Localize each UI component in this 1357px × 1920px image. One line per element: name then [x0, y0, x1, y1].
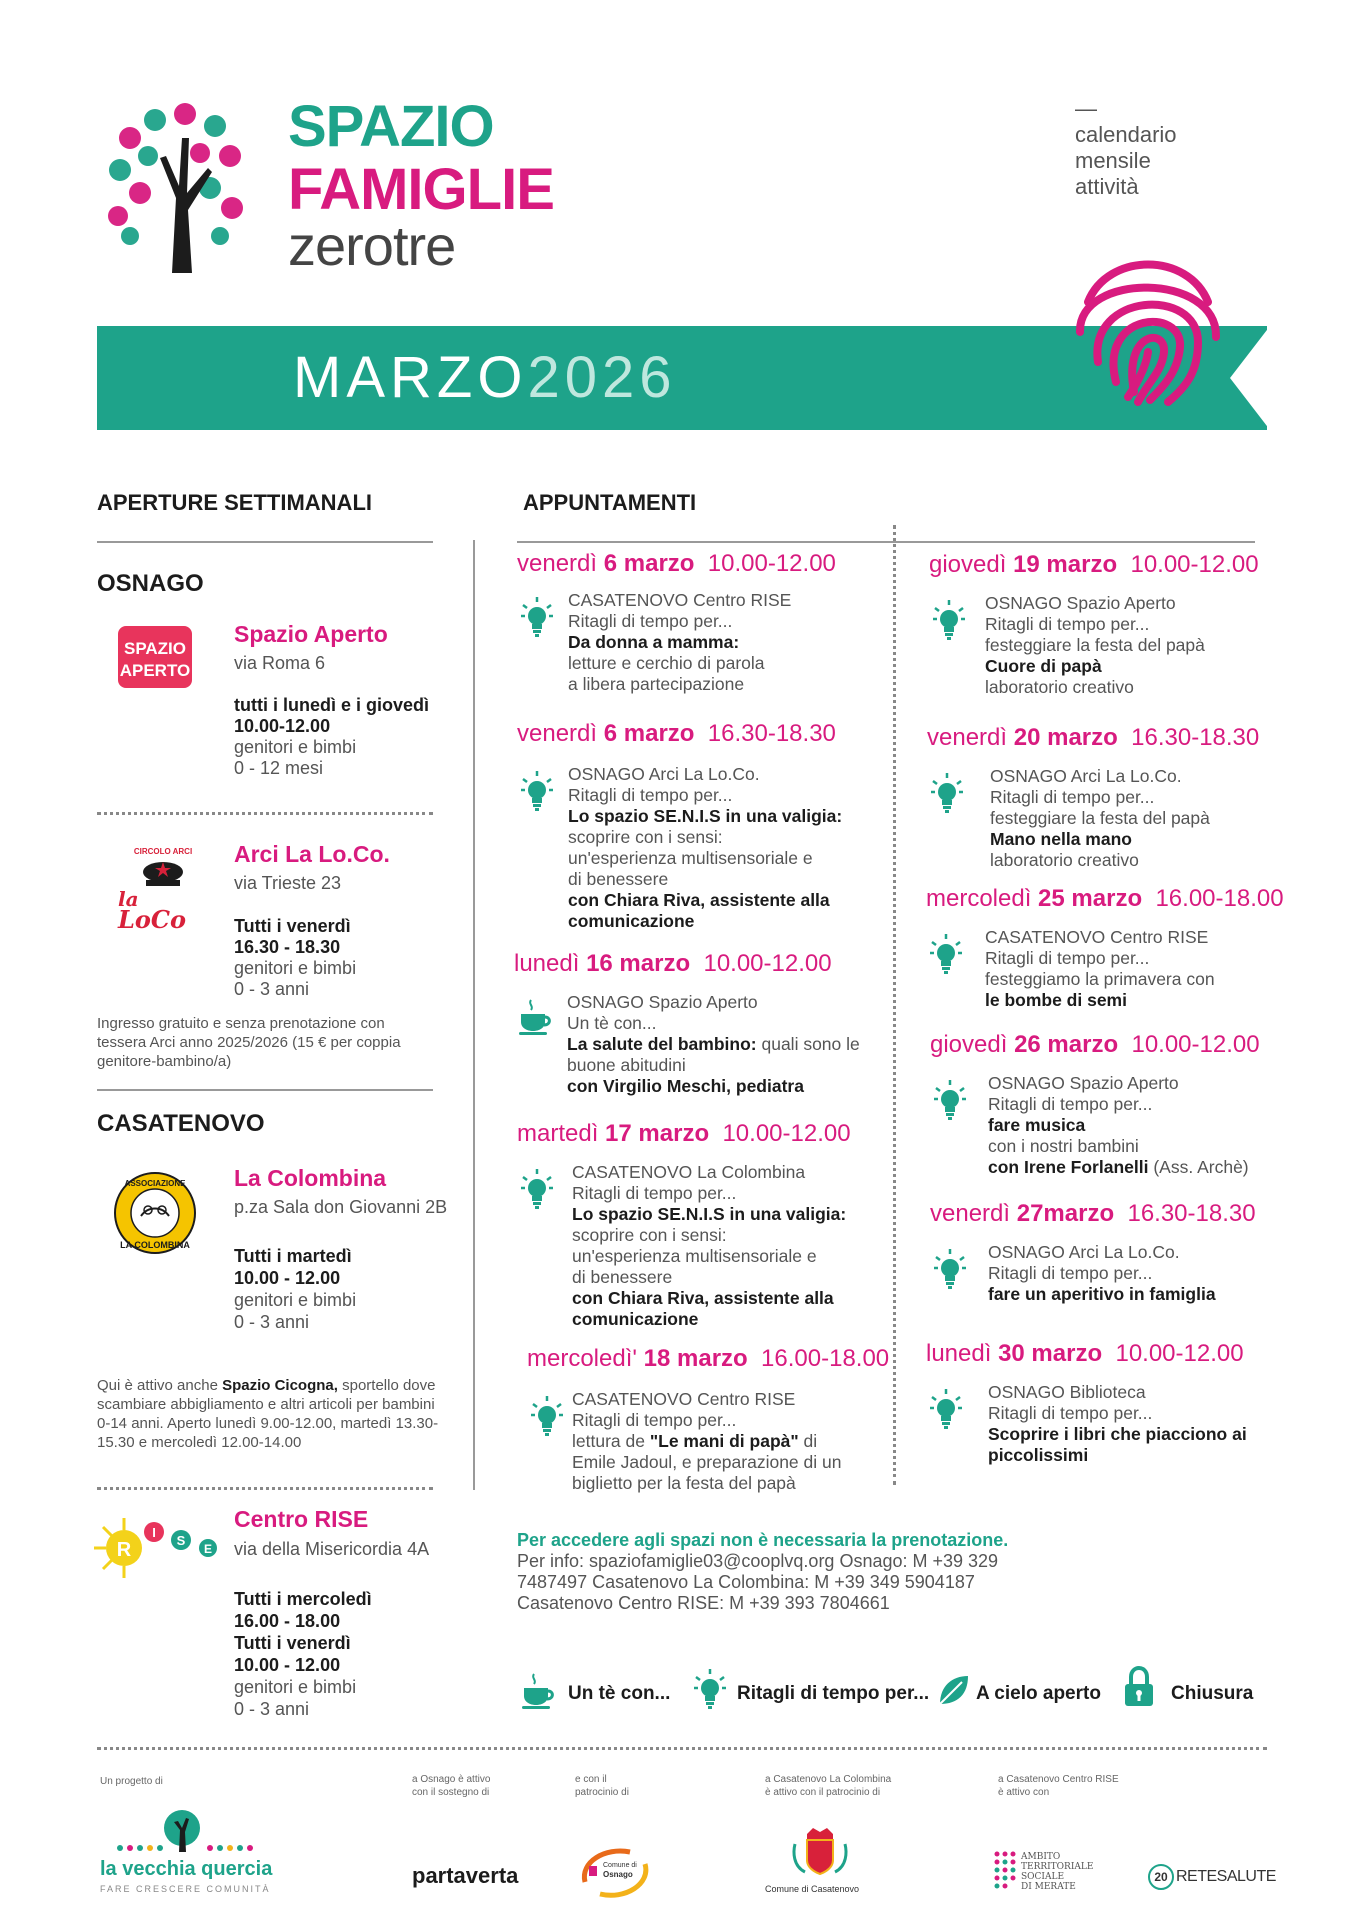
dotted-divider: [97, 1747, 1267, 1750]
event-time: 10.00-12.00: [707, 550, 836, 577]
event-description: [990, 766, 1300, 871]
event-line: CASATENOVO Centro RISE: [572, 1389, 796, 1409]
event-line: Ritagli di tempo per...: [568, 611, 733, 631]
svg-text:S: S: [176, 1533, 186, 1548]
event-description: [572, 1162, 882, 1330]
info-line: Per info: spaziofamiglie03@cooplvq.org Osnago: M +39 329: [517, 1551, 999, 1571]
footer-label-line: patrocinio di: [575, 1787, 629, 1798]
event-line: CASATENOVO La Colombina: [572, 1162, 806, 1182]
event-day: venerdì: [517, 720, 598, 747]
footer-label: [575, 1773, 629, 1799]
event-date-bold: 6 marzo: [603, 550, 695, 577]
info-line: 7487497 Casatenovo La Colombina: M +39 349 5904187: [517, 1572, 975, 1592]
event-day: mercoledì': [527, 1345, 637, 1372]
venue-address: p.za Sala don Giovanni 2B: [234, 1197, 448, 1217]
event-date: [929, 551, 1259, 579]
event-line: Ritagli di tempo per...: [568, 785, 733, 805]
event-time: 16.30-18.30: [707, 720, 836, 747]
event-line: OSNAGO Arci La Lo.Co.: [988, 1242, 1180, 1262]
info-line: Casatenovo Centro RISE: M +39 393 7804661: [517, 1593, 890, 1613]
event-date-bold: 6 marzo: [603, 720, 695, 747]
spazio-aperto-logo: [108, 610, 202, 704]
logo-line: SOCIALE: [1021, 1872, 1065, 1882]
footer-label: Un progetto di: [100, 1776, 163, 1787]
calendar-label-3: attività: [1075, 174, 1139, 199]
divider: [97, 1089, 433, 1091]
schedule-days: Tutti i venerdì: [234, 916, 351, 936]
svg-text:I: I: [152, 1525, 156, 1540]
logo-text: [1021, 1852, 1093, 1892]
schedule-days: tutti i lunedì e i giovedì: [234, 695, 430, 715]
venue-schedule: [234, 916, 444, 1000]
event-description: [572, 1389, 882, 1494]
footer-label-line: con il sostegno di: [412, 1787, 490, 1798]
casatenovo-heading: CASATENOVO: [97, 1110, 265, 1137]
event-line: festeggiamo la primavera con: [985, 969, 1215, 989]
ambito-logo: [993, 1850, 1103, 1900]
event-date: [517, 720, 836, 748]
note-rest: sportello dove scambiare abbigliamento e altri articoli per bambini 0-14 anni. Aperto lunedì 9.00-12.00, martedì 13.30-15.30 e mercoledì 12.00-14.00: [97, 1377, 439, 1451]
vecchia-quercia-logo: [100, 1808, 273, 1898]
event-date-bold: 16 marzo: [586, 950, 691, 977]
venue-name: Centro RISE: [234, 1506, 369, 1532]
event-line: OSNAGO Biblioteca: [988, 1382, 1146, 1402]
event-line: letture e cerchio di parola: [568, 653, 765, 673]
schedule-audience: genitori e bimbi: [234, 958, 357, 978]
event-date-bold: 25 marzo: [1038, 885, 1143, 912]
event-day: venerdì: [927, 724, 1008, 751]
venue-schedule: [234, 1245, 444, 1333]
event-description: [988, 1073, 1298, 1178]
event-line: con Virgilio Meschi, pediatra: [567, 1076, 804, 1096]
event-time: 16.30-18.30: [1131, 724, 1260, 751]
event-time: 10.00-12.00: [703, 950, 832, 977]
title-line-3: zerotre: [288, 214, 456, 277]
event-line: laboratorio creativo: [990, 850, 1139, 870]
info-no-booking: Per accedere agli spazi non è necessaria la prenotazione.: [517, 1530, 1009, 1550]
event-line: CASATENOVO Centro RISE: [985, 927, 1209, 947]
rise-logo: [88, 1500, 223, 1590]
note-prefix: Qui è attivo anche: [97, 1377, 223, 1394]
calendar-label-1: calendario: [1075, 122, 1177, 147]
lightbulb-icon: [693, 1668, 727, 1715]
schedule-days: Tutti i mercoledì: [234, 1589, 372, 1609]
event-description: [568, 764, 878, 932]
footer-label: [765, 1773, 891, 1799]
casatenovo-logo: [765, 1822, 875, 1902]
footer-label-line: a Casatenovo La Colombina: [765, 1774, 892, 1785]
venue-schedule: [234, 695, 444, 779]
event-line: biglietto per la festa del papà: [572, 1473, 796, 1493]
event-date: [930, 1200, 1256, 1228]
logo-name: RETESALUTE: [1176, 1868, 1276, 1885]
arci-loco-logo: [108, 840, 202, 934]
colombina-logo: [108, 1166, 202, 1260]
event-line: Da donna a mamma:: [568, 632, 740, 652]
dotted-divider: [97, 1487, 433, 1490]
legend-label: A cielo aperto: [976, 1683, 1101, 1704]
column-separator: [473, 540, 475, 1490]
event-date-bold: 18 marzo: [643, 1345, 748, 1372]
info-block: [517, 1530, 1017, 1614]
leaf-icon: [936, 1672, 970, 1713]
event-description: [567, 992, 877, 1097]
footer-label: [412, 1773, 490, 1799]
event-line: di benessere: [572, 1267, 673, 1287]
event-line: Un tè con...: [567, 1013, 657, 1033]
event-date: [927, 724, 1259, 752]
schedule-age: 0 - 3 anni: [234, 1699, 310, 1719]
logo-name: Osnago: [603, 1870, 633, 1879]
lightbulb-icon: [530, 1395, 564, 1435]
event-line: Ritagli di tempo per...: [985, 948, 1150, 968]
event-description: [988, 1242, 1298, 1305]
legend-label: Ritagli di tempo per...: [737, 1683, 930, 1704]
event-line: Ritagli di tempo per...: [572, 1410, 737, 1430]
lightbulb-icon: [520, 1168, 554, 1208]
event-description: [568, 590, 878, 695]
footer-label-line: e con il: [575, 1774, 607, 1785]
event-day: venerdì: [930, 1200, 1011, 1227]
dotted-divider: [97, 812, 433, 815]
event-date: [517, 1120, 851, 1148]
teacup-icon: [517, 998, 551, 1038]
event-day: venerdì: [517, 550, 598, 577]
month-title: [293, 346, 676, 410]
schedule-time: 16.00 - 18.00: [234, 1611, 341, 1631]
schedule-days: Tutti i venerdì: [234, 1633, 351, 1653]
footer-label-line: è attivo con: [998, 1787, 1050, 1798]
logo-line: AMBITO: [1021, 1852, 1061, 1862]
lightbulb-icon: [520, 596, 554, 636]
footer-label-line: è attivo con il patrocinio di: [765, 1787, 881, 1798]
event-line: con i nostri bambini: [988, 1136, 1139, 1156]
logo-line: TERRITORIALE: [1021, 1862, 1094, 1872]
event-date-bold: 26 marzo: [1014, 1031, 1119, 1058]
event-date: [930, 1031, 1260, 1059]
logo-num: 20: [1148, 1864, 1174, 1890]
event-line: laboratorio creativo: [985, 677, 1134, 697]
lightbulb-icon: [929, 1388, 963, 1428]
teacup-icon: [520, 1672, 556, 1715]
footer-label: [998, 1773, 1119, 1799]
month-year: 2026: [527, 345, 677, 410]
osnago-heading: OSNAGO: [97, 570, 204, 597]
cicogna-note: [97, 1376, 442, 1452]
event-date-bold: 27marzo: [1016, 1200, 1115, 1227]
legend-lightbulb: [693, 1668, 933, 1712]
event-line: buone abitudini: [567, 1055, 686, 1075]
event-line: festeggiare la festa del papà: [990, 808, 1210, 828]
schedule-time: 16.30 - 18.30: [234, 937, 341, 957]
event-description: [985, 593, 1295, 698]
note-bold: Spazio Cicogna,: [222, 1377, 338, 1394]
event-date: [926, 885, 1284, 913]
event-time: 10.00-12.00: [1115, 1340, 1244, 1367]
venue-address: via della Misericordia 4A: [234, 1539, 430, 1559]
event-description: [985, 927, 1295, 1011]
event-day: lunedì: [514, 950, 580, 977]
event-date-bold: 19 marzo: [1013, 551, 1118, 578]
event-date: [514, 950, 832, 978]
event-line: Ritagli di tempo per...: [990, 787, 1155, 807]
event-line: scoprire con i sensi:: [572, 1225, 727, 1245]
event-day: mercoledì: [926, 885, 1032, 912]
title-line-2: FAMIGLIE: [288, 157, 554, 222]
schedule-age: 0 - 3 anni: [234, 1312, 310, 1332]
schedule-audience: genitori e bimbi: [234, 1677, 357, 1697]
event-line: a libera partecipazione: [568, 674, 745, 694]
lightbulb-icon: [930, 772, 964, 812]
event-line: Ritagli di tempo per...: [988, 1094, 1153, 1114]
event-line: fare un aperitivo in famiglia: [988, 1284, 1216, 1304]
event-description: [988, 1382, 1298, 1466]
event-line: con Irene Forlanelli (Ass. Archè): [988, 1157, 1249, 1177]
event-line: Ritagli di tempo per...: [985, 614, 1150, 634]
event-line: Ritagli di tempo per...: [988, 1403, 1153, 1423]
event-date-bold: 20 marzo: [1013, 724, 1118, 751]
calendar-dash: —: [1075, 96, 1097, 121]
schedule-days: Tutti i martedì: [234, 1246, 352, 1266]
retesalute-logo: [1148, 1858, 1276, 1894]
venue-name: Spazio Aperto: [234, 621, 388, 647]
footer-label-line: a Casatenovo Centro RISE: [998, 1774, 1119, 1785]
schedule-time: 10.00 - 12.00: [234, 1268, 341, 1288]
lightbulb-icon: [932, 599, 966, 639]
event-line: con Chiara Riva, assistente alla: [568, 890, 830, 910]
svg-text:R: R: [116, 1539, 132, 1561]
event-line: le bombe di semi: [985, 990, 1127, 1010]
appointments-heading: APPUNTAMENTI: [523, 490, 697, 515]
event-line: La salute del bambino: quali sono le: [567, 1034, 860, 1054]
schedule-age: 0 - 3 anni: [234, 979, 310, 999]
event-line: piccolissimi: [988, 1445, 1089, 1465]
event-line: Scoprire i libri che piacciono ai: [988, 1424, 1247, 1444]
banner-notch: [1230, 326, 1270, 430]
event-line: Ritagli di tempo per...: [572, 1183, 737, 1203]
schedule-audience: genitori e bimbi: [234, 1290, 357, 1310]
event-line: CASATENOVO Centro RISE: [568, 590, 792, 610]
event-line: scoprire con i sensi:: [568, 827, 723, 847]
logo-name: Comune di Casatenovo: [765, 1884, 860, 1894]
logo-small: Comune di: [603, 1862, 637, 1869]
legend-label: Chiusura: [1171, 1683, 1254, 1704]
event-date-bold: 17 marzo: [605, 1120, 710, 1147]
event-line: un'esperienza multisensoriale e: [572, 1246, 817, 1266]
legend-label: Un tè con...: [568, 1683, 671, 1704]
event-day: giovedì: [929, 551, 1007, 578]
svg-text:ASSOCIAZIONE: ASSOCIAZIONE: [124, 1179, 186, 1188]
dotted-separator: [893, 525, 896, 1485]
event-line: OSNAGO Arci La Lo.Co.: [990, 766, 1182, 786]
partaverta-logo: partaverta: [412, 1863, 519, 1888]
schedule-age: 0 - 12 mesi: [234, 758, 324, 778]
legend-teacup: [520, 1672, 680, 1712]
venue-name: Arci La Lo.Co.: [234, 841, 390, 867]
event-line: Emile Jadoul, e preparazione di un: [572, 1452, 842, 1472]
lock-icon: [1123, 1666, 1155, 1713]
event-date-bold: 30 marzo: [998, 1340, 1103, 1367]
event-time: 16.00-18.00: [761, 1345, 890, 1372]
event-line: Mano nella mano: [990, 829, 1132, 849]
calendar-label-2: mensile: [1075, 148, 1151, 173]
lightbulb-icon: [933, 1079, 967, 1119]
logo-line: DI MERATE: [1021, 1882, 1076, 1892]
event-date: [517, 550, 836, 578]
event-day: lunedì: [926, 1340, 992, 1367]
svg-text:APERTO: APERTO: [119, 661, 191, 680]
schedule-time: 10.00 - 12.00: [234, 1655, 341, 1675]
event-line: comunicazione: [568, 911, 695, 931]
event-line: festeggiare la festa del papà: [985, 635, 1205, 655]
venue-address: via Roma 6: [234, 653, 326, 673]
event-line: Cuore di papà: [985, 656, 1102, 676]
event-line: Lo spazio SE.N.I.S in una valigia:: [568, 806, 843, 826]
divider: [517, 541, 1255, 543]
footer-label-line: a Osnago è attivo: [412, 1774, 491, 1785]
venue-name: La Colombina: [234, 1165, 387, 1191]
event-time: 16.30-18.30: [1127, 1200, 1256, 1227]
event-day: martedì: [517, 1120, 599, 1147]
event-line: di benessere: [568, 869, 669, 889]
svg-text:CIRCOLO ARCI: CIRCOLO ARCI: [133, 847, 193, 856]
month-name: MARZO: [293, 345, 528, 410]
event-date: [926, 1340, 1244, 1368]
arci-note: Ingresso gratuito e senza prenotazione con tessera Arci anno 2025/2026 (15 € per coppia genitore-bambino/a): [97, 1015, 401, 1070]
weekly-openings-heading: APERTURE SETTIMANALI: [97, 490, 372, 515]
event-line: fare musica: [988, 1115, 1086, 1135]
legend-lock: [1123, 1666, 1263, 1712]
svg-text:E: E: [203, 1542, 213, 1556]
logo-name: la vecchia quercia: [100, 1858, 273, 1880]
event-line: un'esperienza multisensoriale e: [568, 848, 813, 868]
lightbulb-icon: [520, 770, 554, 810]
lightbulb-icon: [933, 1248, 967, 1288]
event-line: OSNAGO Arci La Lo.Co.: [568, 764, 760, 784]
event-time: 10.00-12.00: [1131, 1031, 1260, 1058]
svg-text:la: la: [118, 887, 139, 911]
legend-leaf: [936, 1672, 1106, 1712]
svg-text:SPAZIO: SPAZIO: [123, 639, 187, 658]
venue-address: via Trieste 23: [234, 873, 342, 893]
logo-tagline: FARE CRESCERE COMUNITÀ: [100, 1884, 271, 1894]
event-day: giovedì: [930, 1031, 1008, 1058]
event-line: OSNAGO Spazio Aperto: [985, 593, 1176, 613]
svg-text:LA COLOMBINA: LA COLOMBINA: [120, 1240, 190, 1250]
event-line: comunicazione: [572, 1309, 699, 1329]
schedule-audience: genitori e bimbi: [234, 737, 357, 757]
event-line: con Chiara Riva, assistente alla: [572, 1288, 834, 1308]
event-time: 10.00-12.00: [1130, 551, 1259, 578]
osnago-logo: [575, 1842, 655, 1902]
event-line: lettura de "Le mani di papà" di: [572, 1431, 818, 1451]
divider: [97, 541, 433, 543]
event-time: 10.00-12.00: [722, 1120, 851, 1147]
lightbulb-icon: [929, 933, 963, 973]
venue-schedule: [234, 1588, 444, 1720]
schedule-time: 10.00-12.00: [234, 716, 331, 736]
fingerprint-icon: [1068, 242, 1228, 412]
svg-text:LoCo: LoCo: [118, 905, 186, 934]
event-line: OSNAGO Spazio Aperto: [988, 1073, 1179, 1093]
event-line: Lo spazio SE.N.I.S in una valigia:: [572, 1204, 847, 1224]
event-date: [527, 1345, 889, 1373]
title-line-1: SPAZIO: [288, 94, 494, 159]
event-line: OSNAGO Spazio Aperto: [567, 992, 758, 1012]
event-line: Ritagli di tempo per...: [988, 1263, 1153, 1283]
tree-logo: [100, 98, 250, 273]
event-time: 16.00-18.00: [1155, 885, 1284, 912]
